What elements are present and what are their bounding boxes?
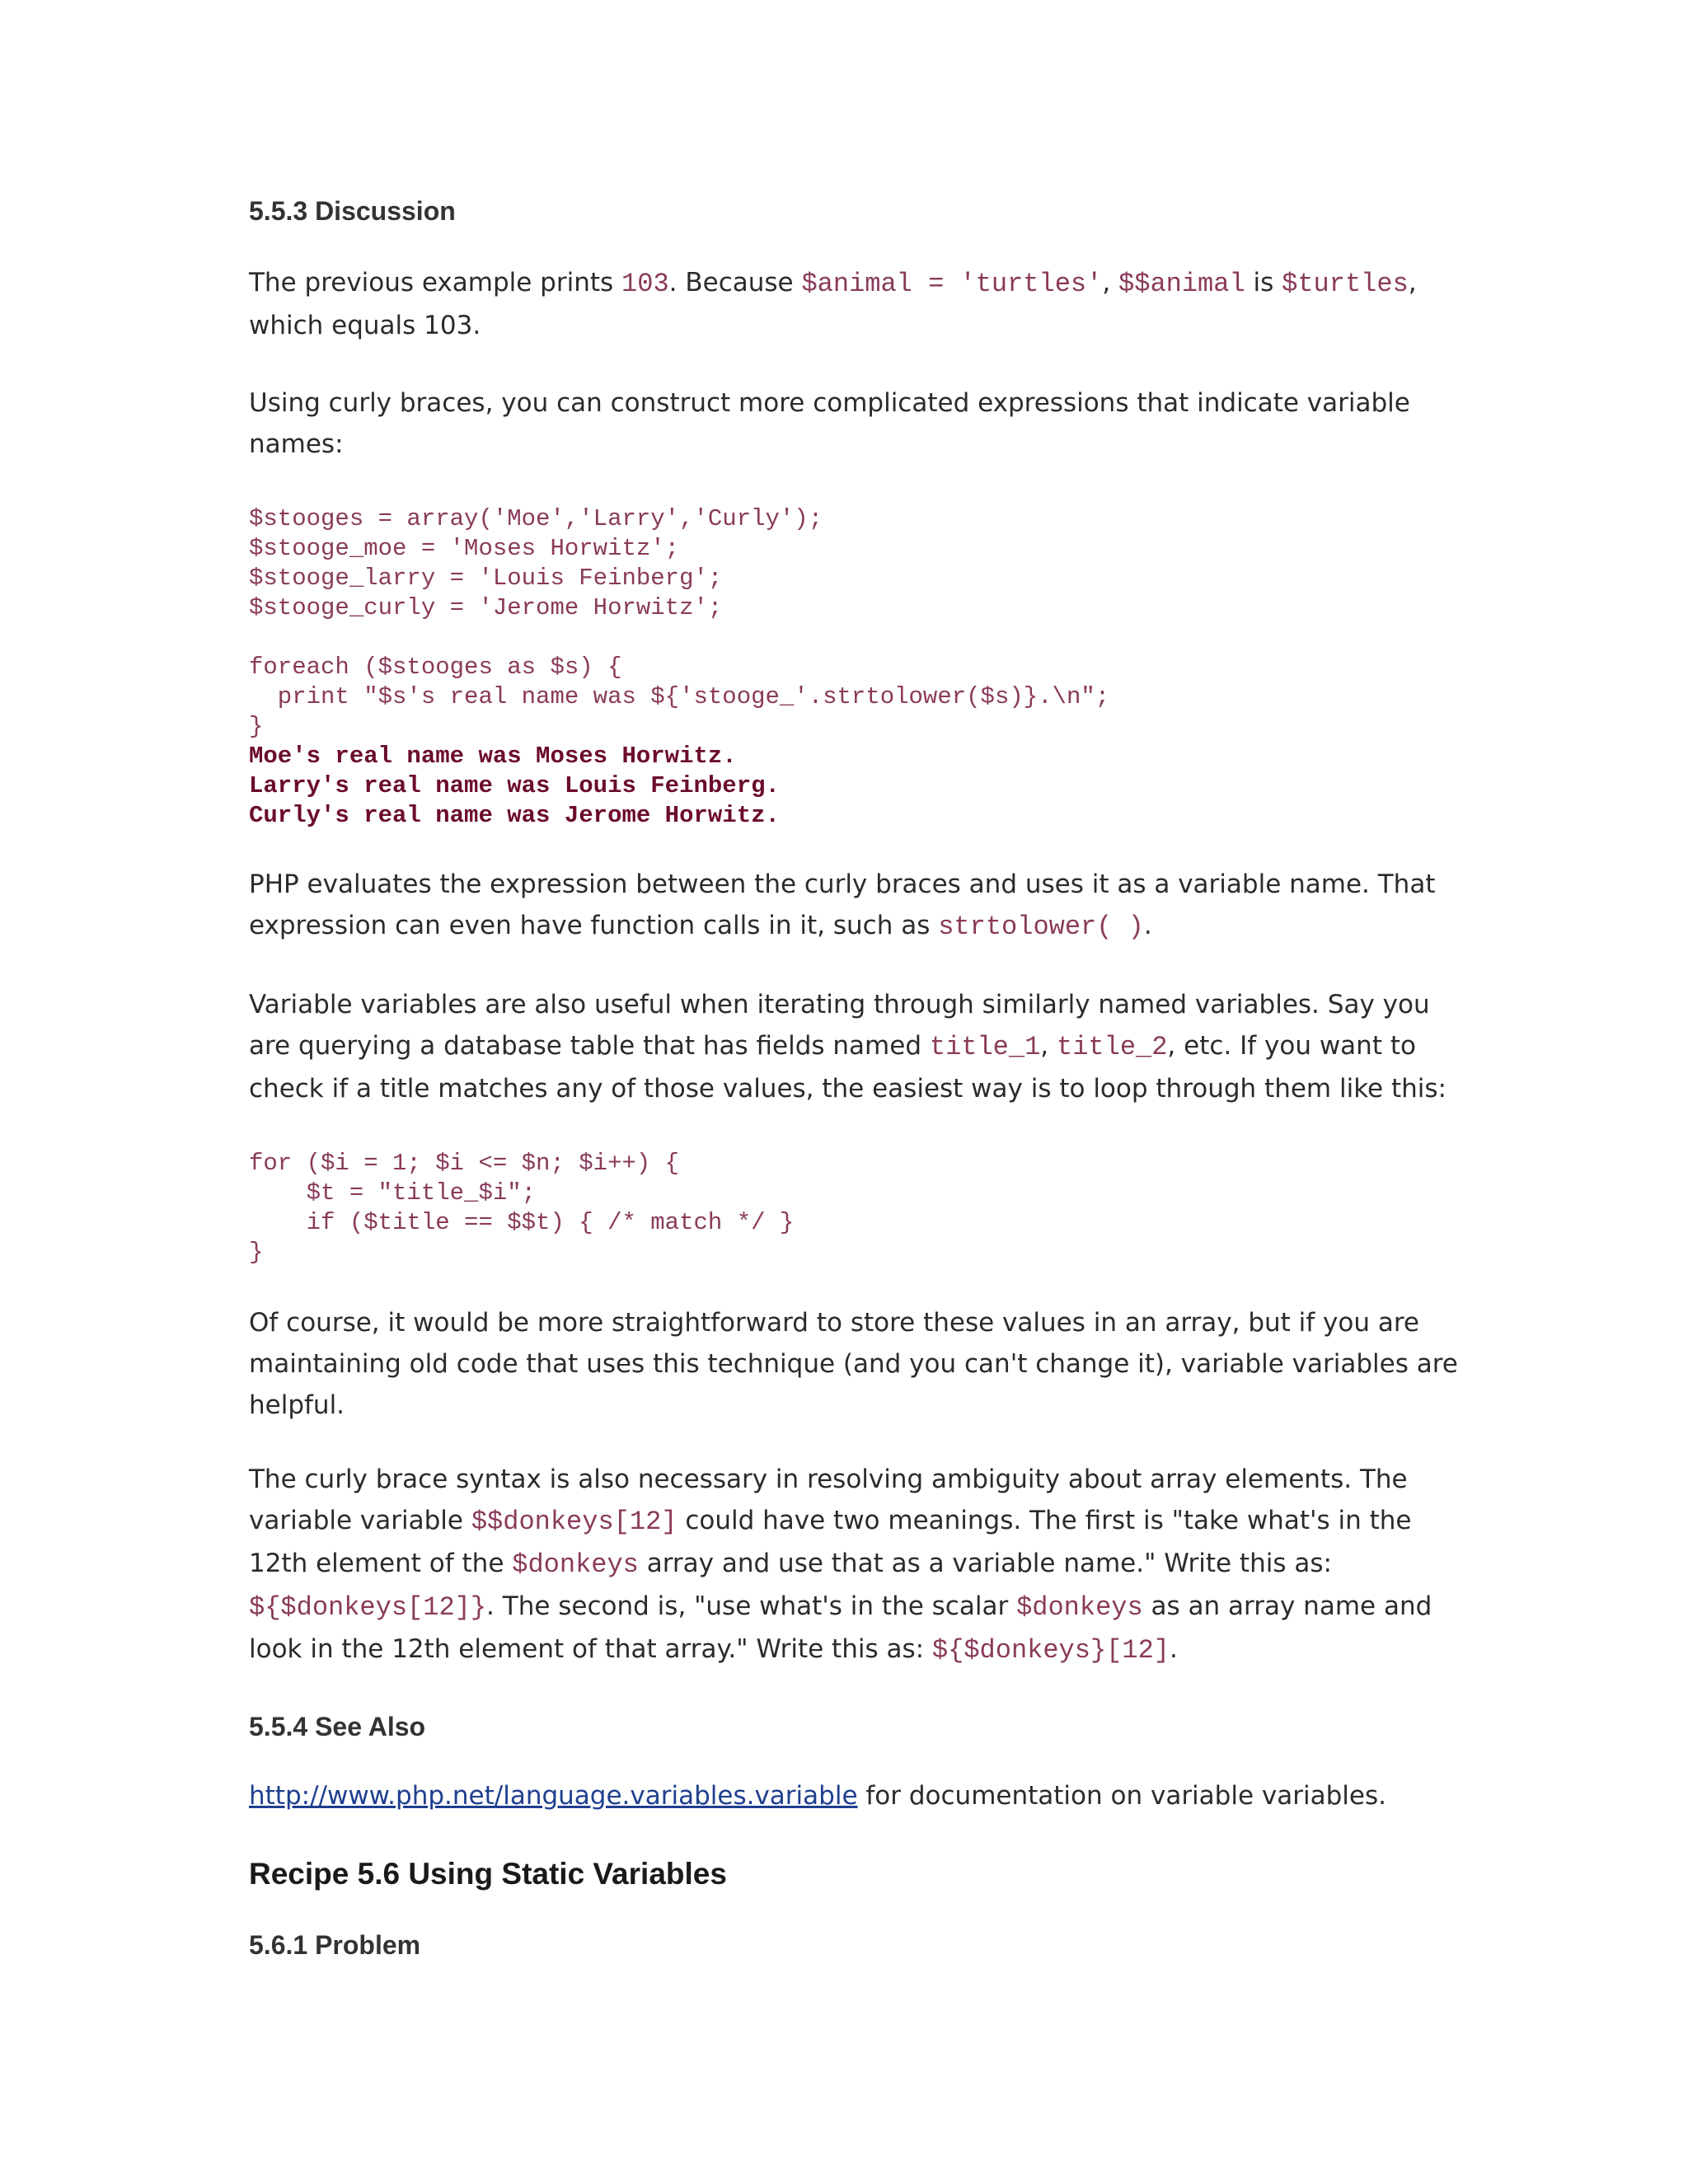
inline-code: $donkeys [1016,1592,1143,1623]
inline-code: ${$donkeys}[12] [931,1635,1170,1666]
code-line: print "$s's real name was ${'stooge_'.strtolower($s)}.\n"; [249,683,1110,710]
inline-code: $animal = 'turtles' [801,269,1103,299]
code-line: $stooge_larry = 'Louis Feinberg'; [249,565,723,592]
code-line: $stooge_moe = 'Moses Horwitz'; [249,535,680,562]
paragraph-3: PHP evaluates the expression between the curly braces and uses it as a variable name. That expression can even have function calls in it, such as strtolower( ). [249,869,1436,942]
inline-code: 103 [621,269,669,299]
code-output-line: Larry's real name was Louis Feinberg. [249,772,780,799]
see-also-heading: 5.5.4 See Also [249,1712,426,1741]
inline-code: $turtles [1282,269,1409,299]
inline-code: title_2 [1057,1032,1168,1062]
inline-code: $$donkeys[12] [471,1507,678,1537]
discussion-heading: 5.5.3 Discussion [249,196,456,226]
php-docs-link[interactable]: http://www.php.net/language.variables.variable [249,1781,858,1811]
inline-code: strtolower( ) [938,912,1144,942]
paragraph-1-line-1: The previous example prints 103. Because $animal = 'turtles', $$animal is $turtles, [249,268,1417,299]
code-line: $stooges = array('Moe','Larry','Curly'); [249,505,823,532]
code-block-stooges [249,504,1109,831]
code-line: } [249,1239,264,1266]
inline-code: ${$donkeys[12]} [249,1592,487,1623]
inline-code: $donkeys [512,1549,639,1580]
code-line: if ($title == $$t) { /* match */ } [249,1209,795,1236]
code-line: } [249,713,264,740]
code-line: $stooge_curly = 'Jerome Horwitz'; [249,594,723,621]
code-output-line: Curly's real name was Jerome Horwitz. [249,802,780,829]
paragraph-2: Using curly braces, you can construct more complicated expressions that indicate variable names: [249,388,1410,459]
code-line: $t = "title_$i"; [249,1179,537,1207]
paragraph-5: Of course, it would be more straightforward to store these values in an array, but if you are maintaining old code that uses this technique (and you can't change it), variable variables are helpful. [249,1308,1458,1420]
paragraph-4: Variable variables are also useful when iterating through similarly named variables. Say you are querying a database table that has fields named title_1, title_2, etc. If you want to check if a title matches any of those values, the easiest way is to loop through them like this: [249,990,1447,1104]
paragraph-1 [249,262,1452,346]
inline-code: $$animal [1118,269,1245,299]
code-line: foreach ($stooges as $s) { [249,654,622,681]
problem-heading: 5.6.1 Problem [249,1930,421,1960]
paragraph-1-line-2: which equals 103. [249,311,481,340]
code-block-loop [249,1149,794,1268]
see-also-paragraph: http://www.php.net/language.variables.variable for documentation on variable variables. [249,1781,1386,1811]
recipe-heading: Recipe 5.6 Using Static Variables [249,1857,727,1891]
inline-code: title_1 [929,1032,1041,1062]
code-output-line: Moe's real name was Moses Horwitz. [249,743,737,770]
paragraph-6: The curly brace syntax is also necessary in resolving ambiguity about array elements. The variable variable $$donkeys[12] could have two meanings. The first is "take what's in the 12th element of the $donkeys array and use that as a variable name." Write this as: ${$donkeys[12]}. The second is, "use what's in the scalar $donkeys as an array name and look in the 12th element of that array." Write this as: ${$donkeys}[12]. [249,1465,1432,1666]
code-line: for ($i = 1; $i <= $n; $i++) { [249,1150,680,1177]
